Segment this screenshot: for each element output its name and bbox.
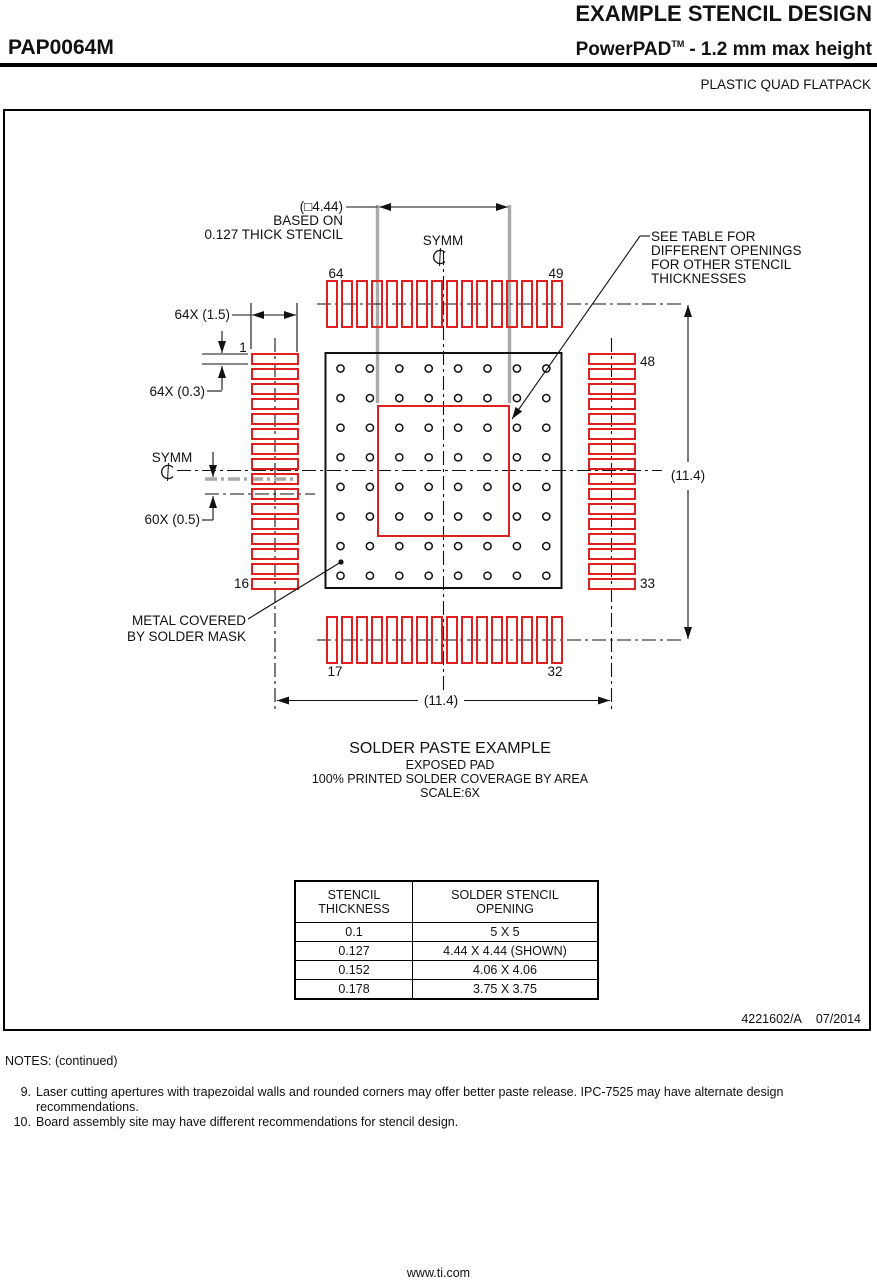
centerline-symbol-left (162, 463, 173, 481)
via (425, 513, 432, 520)
via (543, 395, 550, 402)
via (396, 572, 403, 579)
via (543, 572, 550, 579)
pin-17-label: 17 (327, 664, 343, 679)
via (366, 454, 373, 461)
footer-url: www.ti.com (406, 1266, 471, 1280)
via (455, 513, 462, 520)
part-number: PAP0064M (8, 36, 114, 59)
via (484, 395, 491, 402)
via (513, 572, 520, 579)
metal-note-line1: METAL COVERED (131, 613, 246, 628)
table-row (295, 961, 598, 980)
notes-heading: NOTES: (continued) (5, 1054, 118, 1068)
via (337, 424, 344, 431)
via (543, 424, 550, 431)
dim-pad-width-label: 64X (0.3) (149, 384, 205, 399)
via (425, 395, 432, 402)
document-number (741, 1012, 861, 1026)
note-number: 9. (20, 1085, 31, 1099)
cell-opening: 5 X 5 (413, 923, 599, 942)
via (543, 543, 550, 550)
via (543, 483, 550, 490)
doc-number: 4221602/A (741, 1012, 802, 1026)
via (455, 365, 462, 372)
dim-width-label: (11.4) (423, 693, 459, 708)
via-grid (337, 365, 550, 579)
via (455, 572, 462, 579)
via (337, 454, 344, 461)
cell-thickness: 0.178 (295, 980, 413, 999)
via (543, 513, 550, 520)
via (425, 543, 432, 550)
via (455, 483, 462, 490)
via (455, 543, 462, 550)
via (366, 424, 373, 431)
note-item (5, 1085, 857, 1115)
header-line: SOLDER STENCIL (451, 888, 559, 902)
note-item (5, 1115, 857, 1130)
pin-49-label: 49 (548, 266, 564, 281)
via (513, 483, 520, 490)
via (513, 365, 520, 372)
caption-line3: SCALE:6X (420, 786, 480, 800)
via (513, 454, 520, 461)
dim-square-note1: BASED ON (273, 213, 343, 228)
via (425, 483, 432, 490)
via (366, 572, 373, 579)
cell-opening: 4.06 X 4.06 (413, 961, 599, 980)
footer (0, 1266, 877, 1280)
via (484, 424, 491, 431)
package-type: PLASTIC QUAD FLATPACK (700, 77, 871, 92)
via (396, 454, 403, 461)
header-line: THICKNESS (318, 902, 390, 916)
via (484, 365, 491, 372)
table-row (295, 923, 598, 942)
dim-pad-length-label: 64X (1.5) (174, 307, 230, 322)
trademark-symbol: TM (671, 38, 685, 49)
via (455, 454, 462, 461)
via (425, 365, 432, 372)
notes-list (5, 1085, 857, 1130)
via (484, 483, 491, 490)
table-row (295, 942, 598, 961)
leader-dot (338, 559, 343, 564)
table-row (295, 980, 598, 999)
via (425, 572, 432, 579)
package-desc: - 1.2 mm max height (689, 39, 872, 60)
doc-date: 07/2014 (815, 1012, 861, 1026)
via (484, 572, 491, 579)
dim-square-note2: 0.127 THICK STENCIL (204, 227, 343, 242)
cell-thickness: 0.152 (295, 961, 413, 980)
pin-33-label: 33 (640, 576, 656, 591)
via (337, 395, 344, 402)
via (425, 424, 432, 431)
via (337, 513, 344, 520)
symm-left-label: SYMM (151, 450, 193, 465)
via (455, 424, 462, 431)
via (484, 543, 491, 550)
cell-thickness: 0.127 (295, 942, 413, 961)
header-line: STENCIL (327, 888, 381, 902)
note-number: 10. (13, 1115, 31, 1129)
table-header-opening (413, 881, 599, 923)
via (513, 543, 520, 550)
dim-square-label: (□4.44) (299, 199, 343, 214)
header-line: OPENING (476, 902, 534, 916)
table-header-thickness (295, 881, 413, 923)
via (366, 513, 373, 520)
via (396, 543, 403, 550)
table-header-row (295, 881, 598, 923)
caption-title: SOLDER PASTE EXAMPLE (349, 740, 551, 757)
pin-32-label: 32 (547, 664, 563, 679)
via (513, 395, 520, 402)
via (484, 513, 491, 520)
dim-pitch-label: 60X (0.5) (144, 512, 200, 527)
via (337, 365, 344, 372)
via (513, 424, 520, 431)
note-text: Laser cutting apertures with trapezoidal walls and rounded corners may offer better paste release. IPC-7525 may have alternate design recommendations. (36, 1085, 784, 1114)
package-name: PowerPAD (575, 39, 672, 60)
pin-64-label: 64 (328, 266, 344, 281)
cell-thickness: 0.1 (295, 923, 413, 942)
dim-height-label: (11.4) (670, 468, 706, 483)
via (513, 513, 520, 520)
pin-48-label: 48 (640, 354, 656, 369)
via (396, 395, 403, 402)
metal-note-line2: BY SOLDER MASK (126, 629, 246, 644)
pin-16-label: 16 (233, 576, 249, 591)
via (396, 483, 403, 490)
via (337, 483, 344, 490)
cell-opening: 4.44 X 4.44 (SHOWN) (413, 942, 599, 961)
via (484, 454, 491, 461)
via (366, 483, 373, 490)
via (543, 454, 550, 461)
page-title: EXAMPLE STENCIL DESIGN (575, 1, 872, 26)
caption-line2: 100% PRINTED SOLDER COVERAGE BY AREA (311, 772, 589, 786)
see-table-note-line4: THICKNESSES (651, 271, 747, 286)
cell-opening: 3.75 X 3.75 (413, 980, 599, 999)
via (366, 395, 373, 402)
via (396, 365, 403, 372)
caption-line1: EXPOSED PAD (405, 758, 495, 772)
via (455, 395, 462, 402)
via (396, 424, 403, 431)
stencil-table (294, 880, 599, 1000)
symm-top-label: SYMM (422, 233, 464, 248)
drawing-caption (250, 739, 650, 800)
via (337, 543, 344, 550)
see-table-note-line2: DIFFERENT OPENINGS (651, 243, 802, 258)
via (425, 454, 432, 461)
via (366, 543, 373, 550)
see-table-note-line3: FOR OTHER STENCIL (651, 257, 792, 272)
pin-1-label: 1 (239, 340, 247, 355)
note-text: Board assembly site may have different recommendations for stencil design. (36, 1115, 459, 1129)
via (337, 572, 344, 579)
via (396, 513, 403, 520)
via (366, 365, 373, 372)
see-table-note-line1: SEE TABLE FOR (651, 229, 756, 244)
